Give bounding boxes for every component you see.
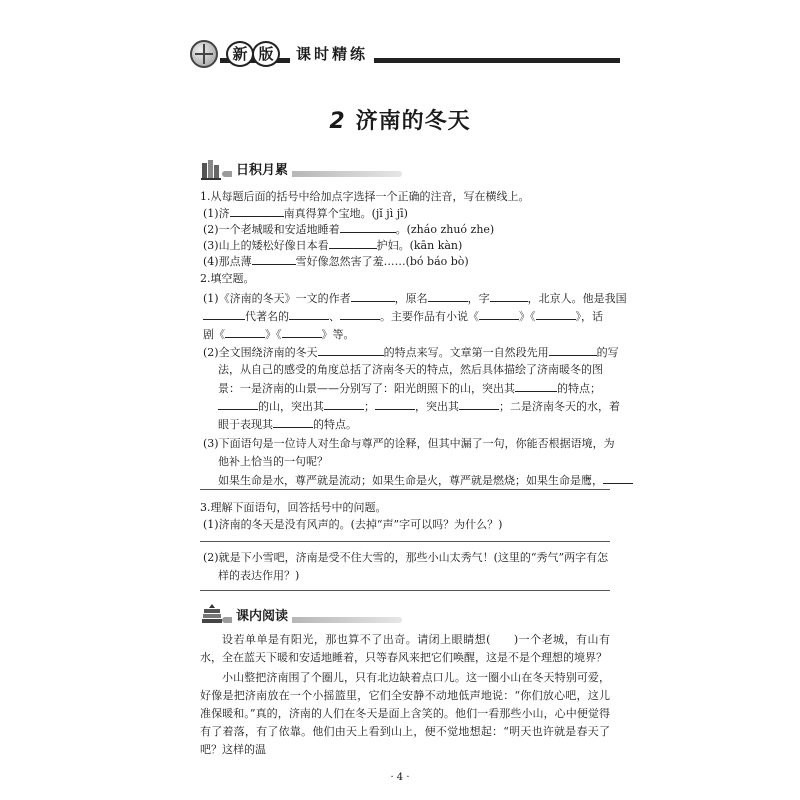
book-stack-icon (200, 603, 224, 627)
lesson-title (0, 104, 800, 135)
q3-s2-line1: (2)就是下小雪吧，济南是受不住大雪的，那些小山太秀气！(这里的“秀气”两字有怎 (203, 551, 609, 564)
q1-item-2: (2)一个老城暖和安适地睡着 。(zháo zhuó zhe) (203, 223, 495, 236)
series-header (190, 38, 620, 76)
q2-s2-line4: 的山，突出其 ； ，突出其 ；二是济南冬天的水，着 (218, 399, 620, 414)
answer-blank[interactable] (490, 291, 528, 302)
q3-stem: 3.理解下面语句，回答括号中的问题。 (200, 501, 387, 514)
page-number: · 4 · (390, 772, 410, 783)
lesson-number: 2 (329, 109, 346, 134)
q2-s2-line3: 景：一是济南的山景——分别写了：阳光朗照下的山，突出其 的特点； (218, 382, 601, 395)
q1-item-4: (4)那点薄 雪好像忽然害了羞……(bó báo bò) (203, 255, 469, 268)
answer-blank[interactable] (428, 291, 468, 302)
q2-s2-line2: 法，从自己的感受的角度总括了济南冬天的特点，然后具体描绘了济南暖冬的图 (218, 363, 603, 376)
answer-blank[interactable] (289, 309, 329, 320)
header-band (220, 58, 620, 63)
answer-blank[interactable] (549, 345, 597, 356)
answer-blank[interactable] (203, 309, 245, 320)
answer-blank[interactable] (340, 222, 396, 233)
section-header-accumulation (200, 157, 410, 183)
q1-stem: 1.从每题后面的括号中给加点字选择一个正确的注音，写在横线上。 (200, 190, 530, 203)
books-icon (200, 157, 224, 181)
answer-blank[interactable] (479, 309, 519, 320)
answer-line[interactable] (200, 489, 610, 490)
q2-s3-line3: 如果生命是水，尊严就是流动；如果生命是火，尊严就是燃烧；如果生命是鹰， (218, 473, 633, 488)
answer-blank[interactable] (515, 381, 557, 392)
header-badge-new: 新 (226, 41, 254, 67)
answer-blank[interactable] (459, 399, 499, 410)
section-label: 课内阅读 (232, 605, 292, 624)
q2-s1-line1: (1)《济南的冬天》一文的作者 ，原名 ，字 ，北京人。他是我国 (203, 292, 627, 305)
section-header-reading (200, 603, 410, 629)
q2-s3-line2: 他补上恰当的一句呢？ (218, 455, 328, 468)
q2-s3-line1: (3)下面语句是一位诗人对生命与尊严的诠释，但其中漏了一句，你能否根据语境，为 (203, 437, 615, 450)
q3-s2-line2: 样的表达作用？) (218, 569, 300, 582)
answer-blank[interactable] (329, 238, 377, 249)
q2-s2-line5: 眼于表现其 的特点。 (218, 418, 357, 431)
q1-item-3: (3)山上的矮松好像日本看 护妇。(kān kàn) (203, 239, 463, 252)
answer-blank[interactable] (282, 327, 322, 338)
q2-s1-line3: 剧《 》《 》等。 (203, 328, 355, 341)
globe-icon (190, 40, 218, 68)
reading-paragraph: 小山整把济南围了个圈儿，只有北边缺着点口儿。这一圈小山在冬天特别可爱，好像是把济南放在一个小摇篮里，它们全安静不动地低声地说：“你们放心吧，这儿准保暖和。”真的，济南的人们在冬天是面上含笑的。他们一看那些小山，心中便觉得有了着落，有了依靠。他们由天上看到山上，便不觉地想起：“明天也许就是春天了吧？这样的温 (200, 671, 610, 756)
q2-stem: 2.填空题。 (200, 272, 255, 285)
reading-paragraph: 设若单单是有阳光，那也算不了出奇。请闭上眼睛想( )一个老城，有山有水，全在蓝天下暖和安适地睡着，只等春风来把它们唤醒，这是不是个理想的境界？ (200, 633, 610, 664)
answer-line[interactable] (200, 590, 610, 591)
q2-s1-line2: 代著名的 、 。主要作品有小说《 》《 》，话 (203, 309, 603, 324)
header-badge-edition: 版 (252, 41, 280, 67)
answer-blank[interactable] (375, 399, 415, 410)
answer-blank[interactable] (252, 254, 296, 265)
section-label: 日积月累 (232, 159, 292, 178)
answer-blank[interactable] (603, 473, 633, 484)
answer-blank[interactable] (340, 309, 380, 320)
answer-blank[interactable] (351, 291, 395, 302)
answer-line[interactable] (200, 541, 610, 542)
answer-blank[interactable] (230, 206, 284, 217)
answer-blank[interactable] (536, 309, 576, 320)
q2-s2-line1: (2)全文围绕济南的冬天 的特点来写。文章第一自然段先用 的写 (203, 346, 619, 359)
answer-blank[interactable] (225, 327, 265, 338)
lesson-title-text: 济南的冬天 (355, 109, 471, 134)
answer-blank[interactable] (273, 417, 313, 428)
q1-item-1: (1)济 南真得算个宝地。(jǐ jì jī) (203, 207, 408, 220)
q3-s1: (1)济南的冬天是没有风声的。(去掉“声”字可以吗？为什么？) (203, 518, 503, 531)
answer-blank[interactable] (218, 399, 258, 410)
series-name: 课时精练 (290, 43, 374, 64)
answer-blank[interactable] (324, 399, 364, 410)
reading-passage (200, 631, 610, 759)
answer-blank[interactable] (318, 345, 384, 356)
